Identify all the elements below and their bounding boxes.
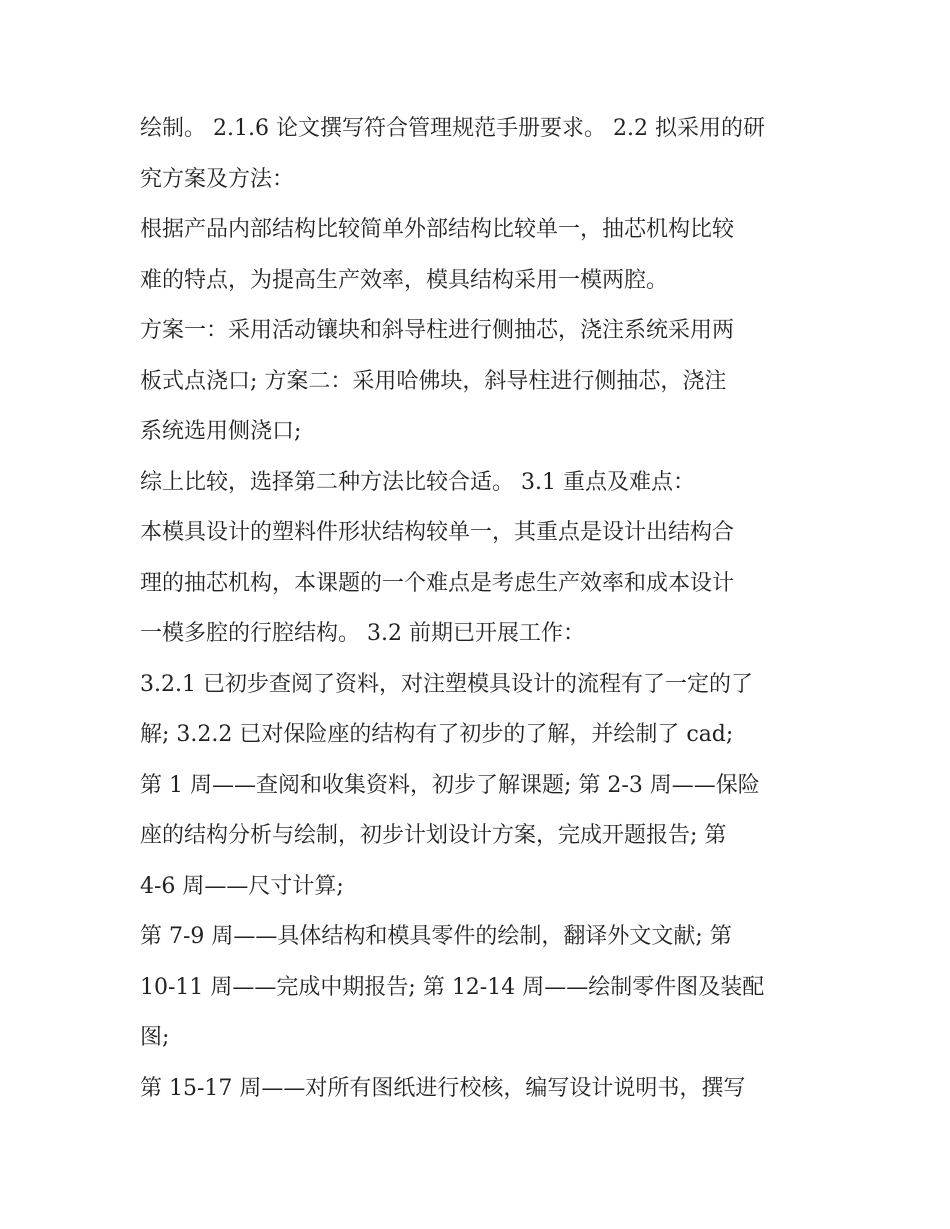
text-line: 第 7-9 周——具体结构和模具零件的绘制，翻译外文文献; 第 (140, 924, 732, 949)
text-line: 解; 3.2.2 已对保险座的结构有了初步的了解，并绘制了 cad; (140, 722, 734, 747)
text-line: 理的抽芯机构，本课题的一个难点是考虑生产效率和成本设计 (140, 570, 735, 596)
text-line: 综上比较，选择第二种方法比较合适。 3.1 重点及难点： (140, 469, 695, 495)
text-line: 究方案及方法： (140, 166, 295, 192)
text-line: 3.2.1 已初步查阅了资料，对注塑模具设计的流程有了一定的了 (140, 671, 753, 697)
text-line: 座的结构分析与绘制，初步计划设计方案，完成开题报告; 第 (140, 823, 727, 848)
text-line: 系统选用侧浇口; (140, 419, 302, 444)
text-line: 10-11 周——完成中期报告; 第 12-14 周——绘制零件图及装配 (140, 974, 765, 1000)
text-line: 图; (140, 1025, 170, 1050)
text-line: 根据产品内部结构比较简单外部结构比较单一，抽芯机构比较 (140, 217, 735, 242)
text-line: 板式点浇口; 方案二：采用哈佛块，斜导柱进行侧抽芯，浇注 (140, 368, 727, 394)
body-text (140, 104, 820, 1114)
text-line: 难的特点，为提高生产效率，模具结构采用一模两腔。 (140, 267, 669, 293)
text-line: 第 1 周——查阅和收集资料，初步了解课题; 第 2-3 周——保险 (140, 772, 760, 798)
text-line: 一模多腔的行腔结构。 3.2 前期已开展工作： (140, 621, 585, 646)
text-line: 本模具设计的塑料件形状结构较单一，其重点是设计出结构合 (140, 520, 735, 545)
text-line: 4-6 周——尺寸计算; (140, 873, 344, 899)
text-line: 第 15-17 周——对所有图纸进行校核，编写设计说明书，撰写 (140, 1075, 746, 1101)
text-line: 方案一：采用活动镶块和斜导柱进行侧抽芯，浇注系统采用两 (140, 318, 735, 343)
text-line: 绘制。 2.1.6 论文撰写符合管理规范手册要求。 2.2 拟采用的研 (140, 116, 765, 141)
